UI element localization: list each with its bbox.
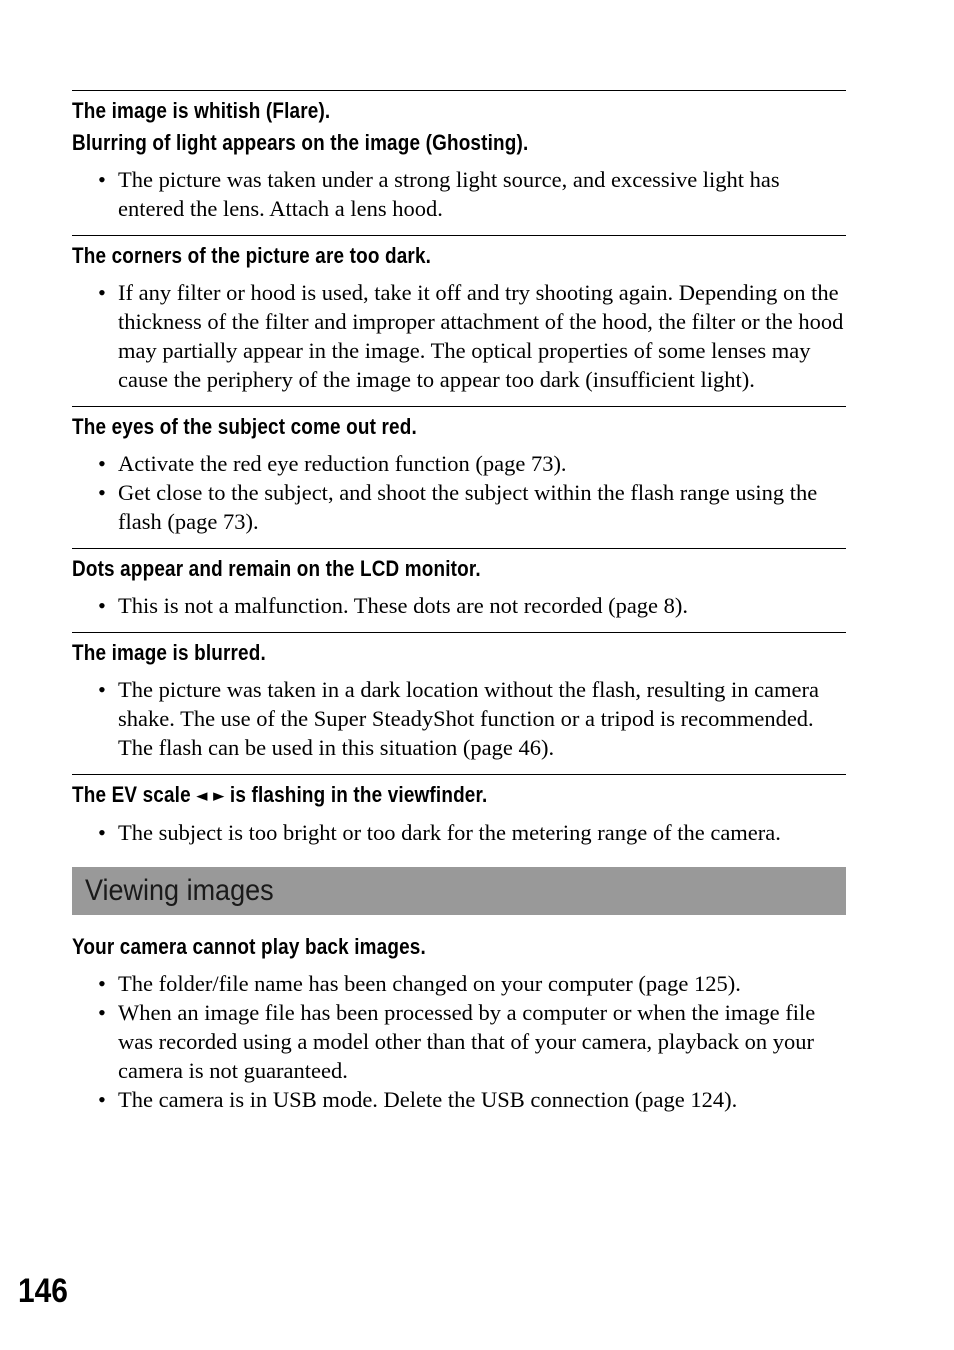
heading-text-after: is flashing in the viewfinder. [229,782,488,807]
section-heading [72,240,738,272]
list-item-text: Activate the red eye reduction function (page 73). [118,451,567,476]
bullet-dot: • [98,480,106,505]
heading-line: Blurring of light appears on the image (Ghosting). [72,130,529,155]
section-heading [72,95,738,159]
bullet-dot: • [98,820,106,845]
list-item [72,278,846,394]
bullet-list [72,818,846,847]
list-item [72,591,846,620]
bullet-dot: • [98,280,106,305]
bullet-dot: • [98,1000,106,1025]
bullet-list [72,675,846,762]
bullet-list [72,591,846,620]
bullet-dot: • [98,1087,106,1112]
bullet-dot: • [98,971,106,996]
list-item [72,675,846,762]
heading-line [72,779,738,812]
banner-title: Viewing images [85,874,274,907]
list-item [72,998,846,1085]
left-triangle-icon: ◄ [196,786,208,806]
section-heading [72,779,738,812]
heading-line: Your camera cannot play back images. [72,934,426,959]
list-item-text: When an image file has been processed by a computer or when the image file was recorded using a model other than that of your camera, playback on your camera is not guaranteed. [118,1000,816,1083]
list-item [72,449,846,478]
list-item-text: The picture was taken in a dark location without the flash, resulting in camera shake. The use of the Super SteadyShot function or a tripod is recommended. The flash can be used in this situation (page 46). [118,677,820,760]
bullet-list [72,969,846,1114]
section-heading [72,637,738,669]
list-item-text: Get close to the subject, and shoot the subject within the flash range using the flash (page 73). [118,480,818,534]
troubleshoot-blurred-section [72,632,846,774]
section-banner [72,867,846,915]
page-content [72,90,846,1126]
list-item-text: The folder/file name has been changed on your computer (page 125). [118,971,741,996]
bullet-list [72,165,846,223]
list-item [72,818,846,847]
list-item-text: If any filter or hood is used, take it off and try shooting again. Depending on the thickness of the filter and improper attachment of the hood, the filter or the hood may partially appear in the image. The optical properties of some lenses may cause the periphery of the image to appear too dark (insufficient light). [118,280,844,392]
list-item-text: The camera is in USB mode. Delete the USB connection (page 124). [118,1087,738,1112]
heading-line: The image is blurred. [72,640,266,665]
troubleshoot-red-eye-section [72,406,846,548]
bullet-list [72,278,846,394]
list-item [72,969,846,998]
troubleshoot-lcd-dots-section [72,548,846,632]
page-number: 146 [18,1272,68,1310]
list-item [72,165,846,223]
troubleshoot-ev-scale-section [72,774,846,859]
section-heading [72,411,738,443]
bullet-list [72,449,846,536]
list-item [72,478,846,536]
troubleshoot-playback-section [72,915,846,1126]
heading-text-before: The EV scale [72,782,191,807]
heading-line: The eyes of the subject come out red. [72,414,417,439]
bullet-dot: • [98,677,106,702]
bullet-dot: • [98,167,106,192]
section-heading [72,931,738,963]
heading-line: The corners of the picture are too dark. [72,243,432,268]
list-item-text: This is not a malfunction. These dots are not recorded (page 8). [118,593,689,618]
section-heading [72,553,738,585]
bullet-dot: • [98,451,106,476]
list-item-text: The subject is too bright or too dark for the metering range of the camera. [118,820,781,845]
troubleshoot-dark-corners-section [72,235,846,406]
right-triangle-icon: ► [213,786,225,806]
troubleshoot-flare-section [72,90,846,235]
list-item-text: The picture was taken under a strong light source, and excessive light has entered the lens. Attach a lens hood. [118,167,780,221]
heading-line: Dots appear and remain on the LCD monitor. [72,556,481,581]
heading-line: The image is whitish (Flare). [72,98,331,123]
bullet-dot: • [98,593,106,618]
list-item [72,1085,846,1114]
